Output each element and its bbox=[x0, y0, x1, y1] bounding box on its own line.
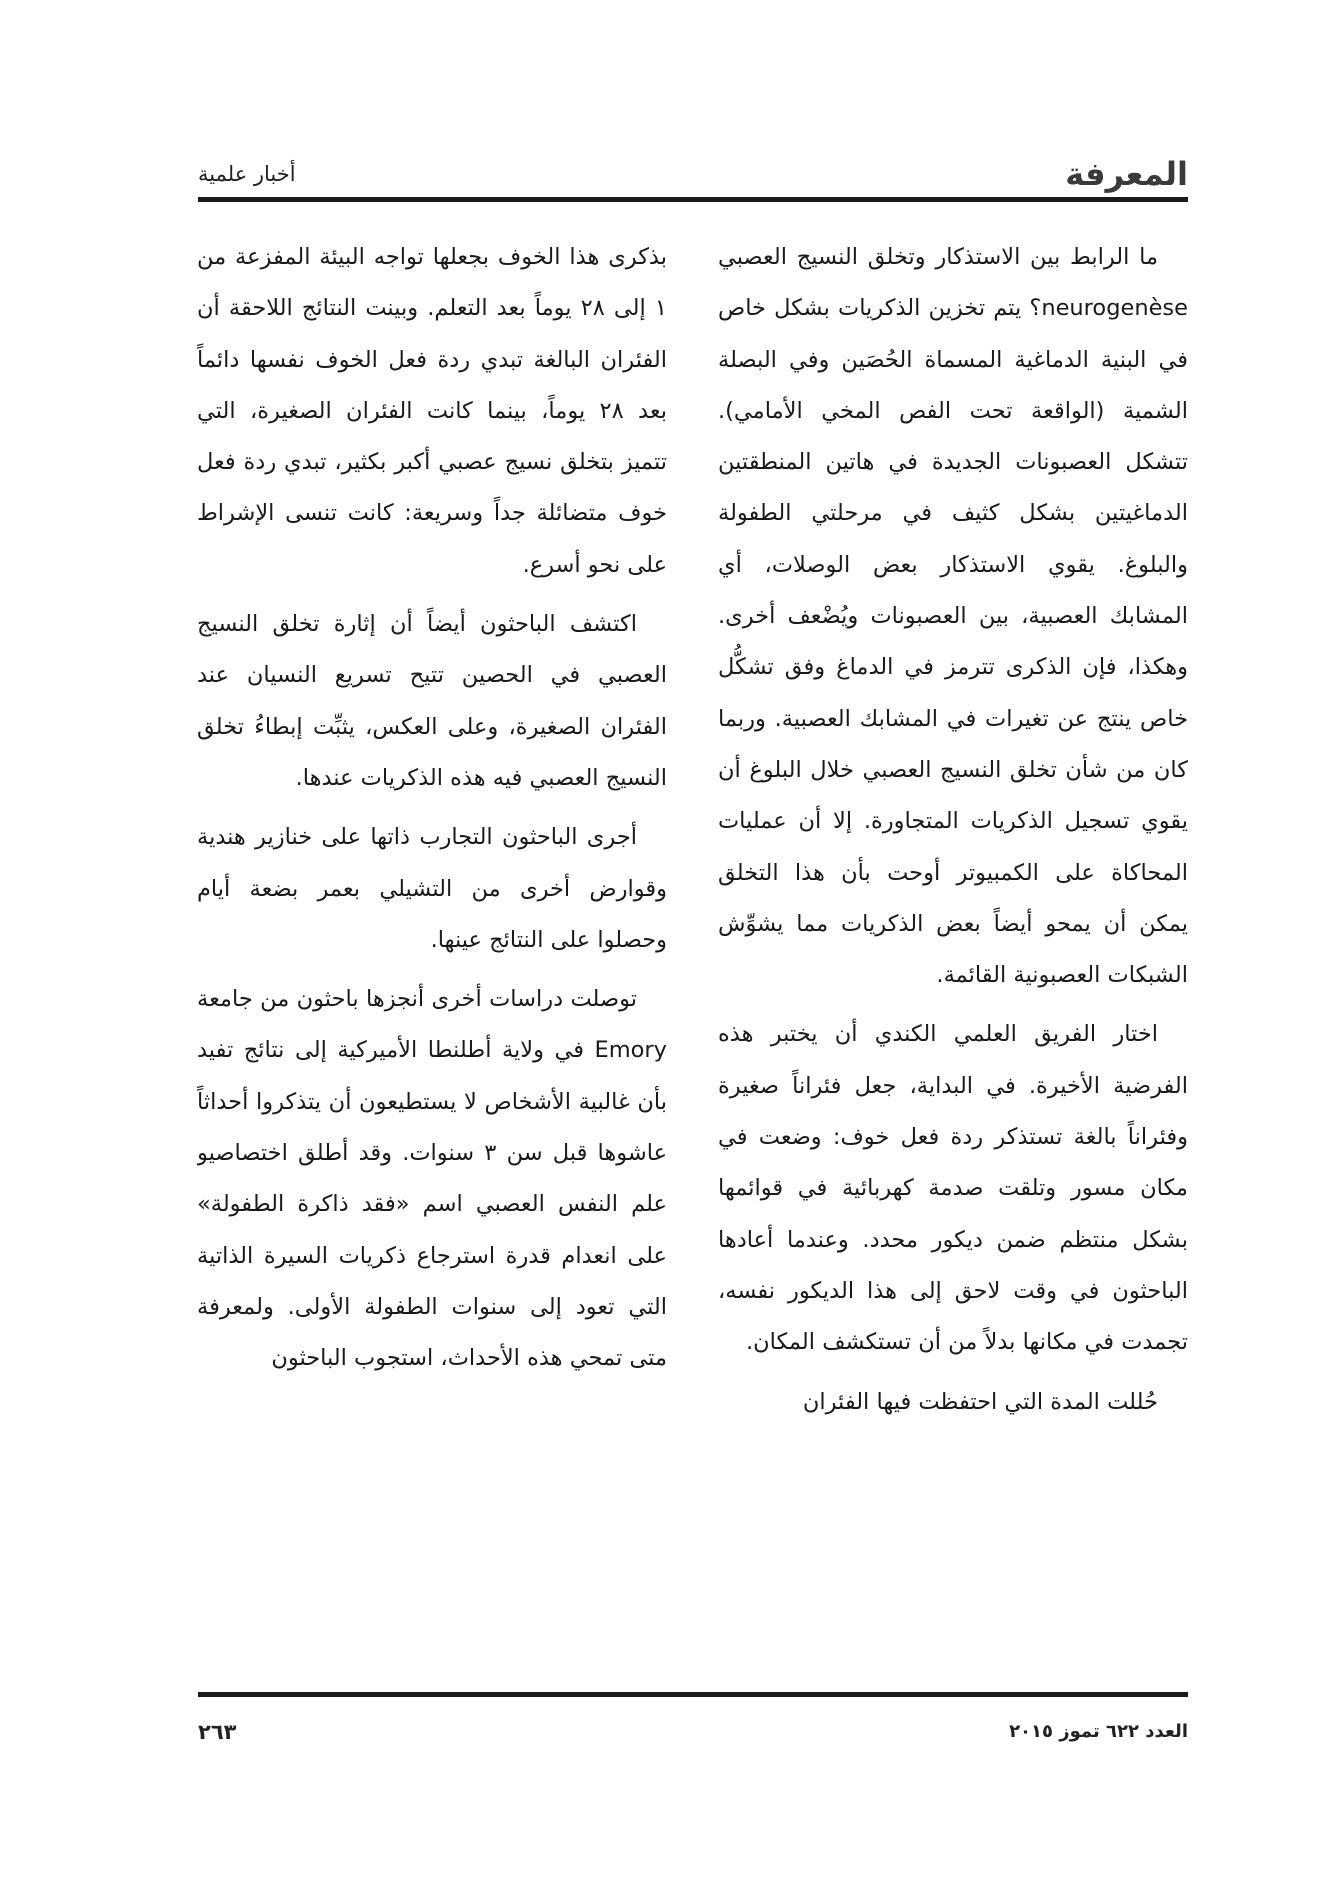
header-rule bbox=[198, 197, 1188, 202]
paragraph: ما الرابط بين الاستذكار وتخلق النسيج العصبي neurogenèse؟ يتم تخزين الذكريات بشكل خاص في البنية الدماغية المسماة الحُصَين وفي البصلة الشمية (الواقعة تحت الفص المخي الأمامي). تتشكل العصبونات الجديدة في هاتين المنطقتين الدماغيتين بشكل كثيف في مرحلتي الطفولة والبلوغ. يقوي الاستذكار بعض الوصلات، أي المشابك العصبية، بين العصبونات ويُضْعف أخرى. وهكذا، فإن الذكرى تترمز في الدماغ وفق تشكُّل خاص ينتج عن تغيرات في المشابك العصبية. وربما كان من شأن تخلق النسيج العصبي خلال البلوغ أن يقوي تسجيل الذكريات المتجاورة. إلا أن عمليات المحاكاة على الكمبيوتر أوحت بأن هذا التخلق يمكن أن يمحو أيضاً بعض الذكريات مما يشوِّش الشبكات العصبونية القائمة. bbox=[718, 244, 1188, 989]
paragraph: توصلت دراسات أخرى أنجزها باحثون من جامعة Emory في ولاية أطلنطا الأميركية إلى نتائج تفيد بأن غالبية الأشخاص لا يستطيعون أن يتذكروا أحداثاً عاشوها قبل سن ٣ سنوات. وقد أطلق اختصاصيو علم النفس العصبي اسم «فقد ذاكرة الطفولة» على انعدام قدرة استرجاع ذكريات السيرة الذاتية التي تعود إلى سنوات الطفولة الأولى. ولمعرفة متى تمحي هذه الأحداث، استجوب الباحثون bbox=[197, 986, 667, 1372]
magazine-logo: المعرفة bbox=[1065, 155, 1188, 193]
paragraph: اكتشف الباحثون أيضاً أن إثارة تخلق النسيج العصبي في الحصين تتيح تسريع النسيان عند الفئران الصغيرة، وعلى العكس، يثبِّت إبطاءُ تخلق النسيج العصبي فيه هذه الذكريات عندها. bbox=[197, 611, 667, 791]
issue-info: العدد ٦٢٢ تموز ٢٠١٥ bbox=[1009, 1721, 1188, 1742]
article-column-left bbox=[197, 232, 667, 1672]
footer-rule bbox=[198, 1692, 1188, 1697]
paragraph: حُللت المدة التي احتفظت فيها الفئران bbox=[802, 1388, 1158, 1415]
page-footer bbox=[198, 1712, 1188, 1752]
page-header bbox=[198, 152, 1188, 196]
section-title: أخبار علمية bbox=[198, 162, 296, 186]
page-number: ٢٦٣ bbox=[198, 1720, 237, 1744]
article-column-right bbox=[718, 232, 1188, 1672]
paragraph: أجرى الباحثون التجارب ذاتها على خنازير هندية وقوارض أخرى من التشيلي بعمر بضعة أيام وحصلوا على النتائج عينها. bbox=[197, 824, 667, 953]
paragraph-continuation: بذكرى هذا الخوف بجعلها تواجه البيئة المفزعة من ١ إلى ٢٨ يوماً بعد التعلم. وبينت النتائج اللاحقة أن الفئران البالغة تبدي ردة فعل الخوف نفسها دائماً بعد ٢٨ يوماً، بينما كانت الفئران الصغيرة، التي تتميز بتخلق نسيج عصبي أكبر بكثير، تبدي ردة فعل خوف متضائلة جداً وسريعة: كانت تنسى الإشراط على نحو أسرع. bbox=[197, 244, 667, 578]
paragraph: اختار الفريق العلمي الكندي أن يختبر هذه الفرضية الأخيرة. في البداية، جعل فئراناً صغيرة وفئراناً بالغة تستذكر ردة فعل خوف: وضعت في مكان مسور وتلقت صدمة كهربائية في قوائمها بشكل منتظم ضمن ديكور محدد. وعندما أعادها الباحثون في وقت لاحق إلى هذا الديكور نفسه، تجمدت في مكانها بدلاً من أن تستكشف المكان. bbox=[718, 1021, 1188, 1356]
